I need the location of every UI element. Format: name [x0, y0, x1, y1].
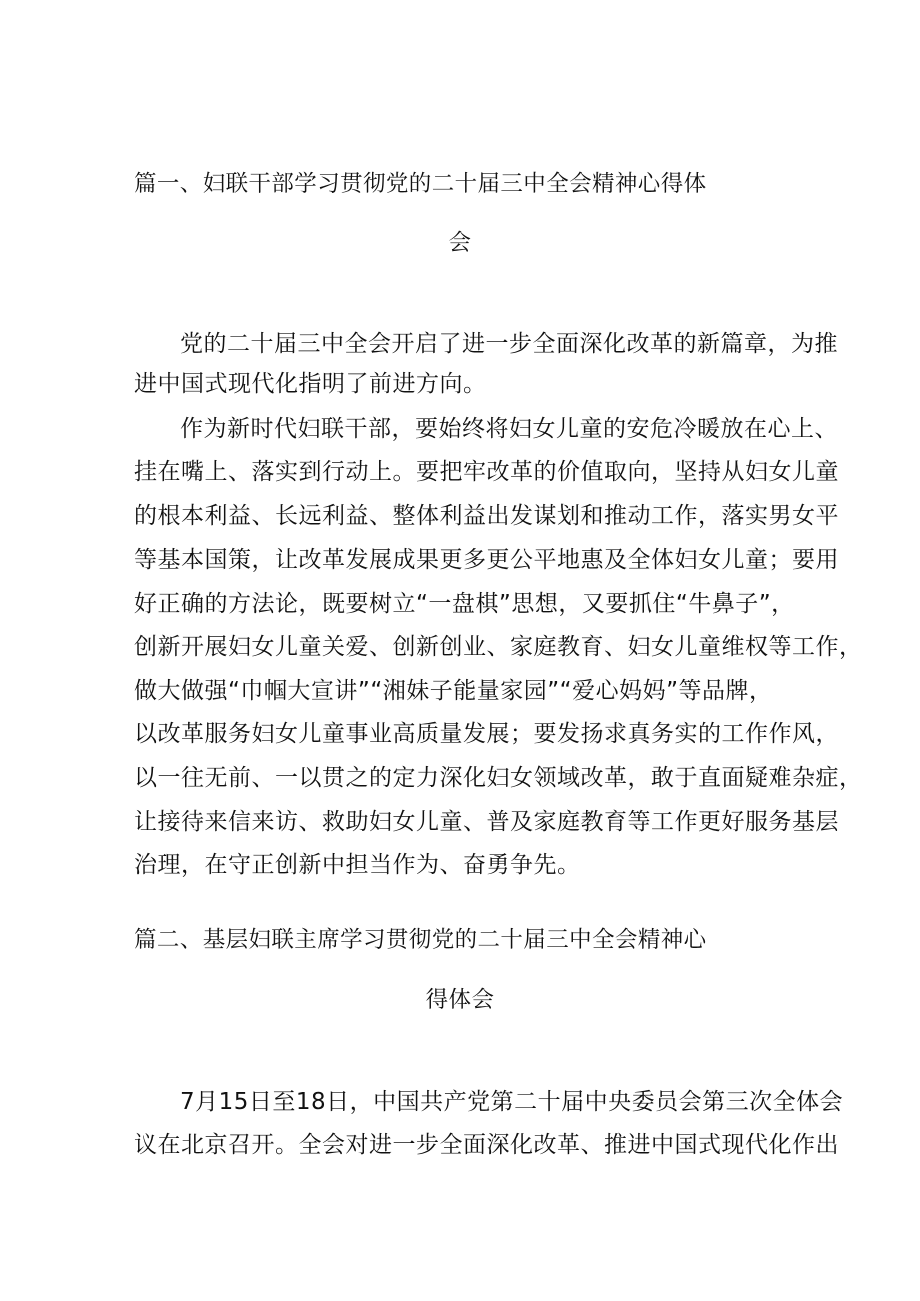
section1-para2-line: 好正确的方法论，既要树立“一盘棋”思想，又要抓住“牛鼻子”，	[134, 591, 795, 617]
section2-title-line2: 得体会	[425, 987, 495, 1013]
section1-para1-line: 党的二十届三中全会开启了进一步全面深化改革的新篇章，为推	[180, 331, 838, 357]
section1-para2-line: 作为新时代妇联干部，要始终将妇女儿童的安危冷暖放在心上、	[180, 416, 838, 442]
section1-title-line1: 篇一、妇联干部学习贯彻党的二十届三中全会精神心得体	[134, 171, 707, 197]
section2-title-line1: 篇二、基层妇联主席学习贯彻党的二十届三中全会精神心	[134, 927, 707, 953]
section1-para2-line: 做大做强“巾帼大宣讲”“湘妹子能量家园”“爱心妈妈”等品牌，	[134, 678, 773, 704]
section2-para1-line: 议在北京召开。全会对进一步全面深化改革、推进中国式现代化作出	[134, 1132, 839, 1158]
section1-para2-line: 治理，在守正创新中担当作为、奋勇争先。	[134, 852, 581, 878]
section1-para2-line: 创新开展妇女儿童关爱、创新创业、家庭教育、妇女儿童维权等工作，	[134, 634, 863, 660]
section1-para2-line: 以一往无前、一以贯之的定力深化妇女领域改革，敢于直面疑难杂症，	[134, 765, 863, 791]
section1-para2-line: 的根本利益、长远利益、整体利益出发谋划和推动工作，落实男女平	[134, 503, 839, 529]
section1-para2-line: 以改革服务妇女儿童事业高质量发展；要发扬求真务实的工作作风，	[134, 721, 839, 747]
section1-title-line2: 会	[448, 230, 472, 256]
section1-para2-line: 挂在嘴上、落实到行动上。要把牢改革的价值取向，坚持从妇女儿童	[134, 459, 839, 485]
section2-para1-line: 7月15日至18日，中国共产党第二十届中央委员会第三次全体会	[180, 1089, 844, 1115]
section1-para1-line: 进中国式现代化指明了前进方向。	[134, 371, 487, 397]
section1-para2-line: 等基本国策，让改革发展成果更多更公平地惠及全体妇女儿童；要用	[134, 547, 839, 573]
section1-para2-line: 让接待来信来访、救助妇女儿童、普及家庭教育等工作更好服务基层	[134, 809, 839, 835]
